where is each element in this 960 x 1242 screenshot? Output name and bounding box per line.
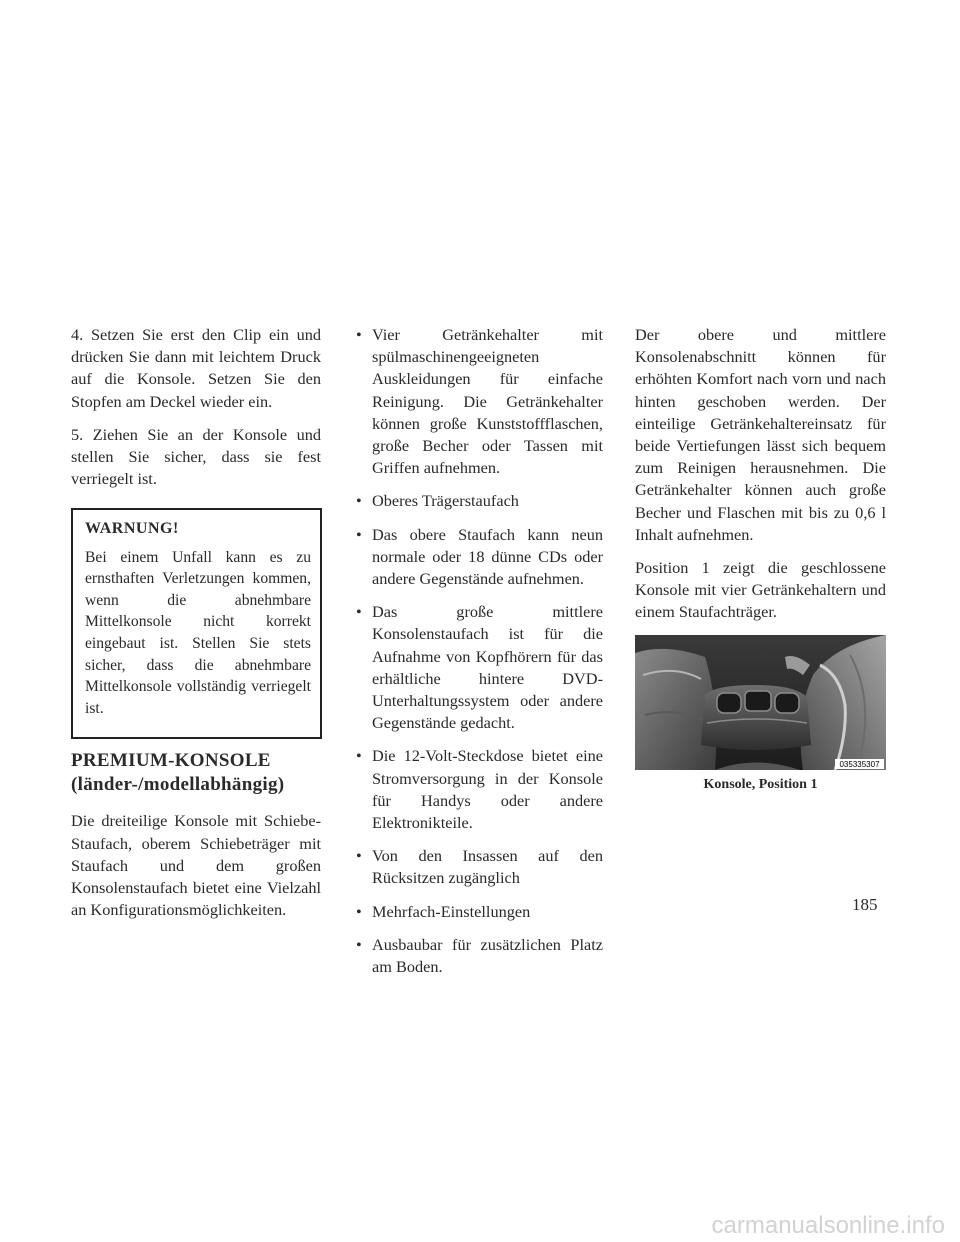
- list-item: • Die 12-Volt-Steckdose bietet eine Stromversorgung in der Konsole für Handys oder andere Elektronikteile.: [354, 745, 603, 834]
- feature-list: [354, 324, 603, 978]
- intro-text: Die dreiteilige Konsole mit Schiebe-Staufach, oberem Schiebeträger mit Staufach und dem großen Konsolenstaufach bietet eine Vielzahl an Konfigurationsmöglichkeiten.: [71, 811, 321, 920]
- console-description: Der obere und mittlere Konsolenabschnitt können für erhöhten Komfort nach vorn und nach hinten geschoben werden. Der einteilige Getränkehaltereinsatz für beide Vertiefungen lässt sich bequem zum Reinigen herausnehmen. Die Getränkehalter können auch große Becher und Flaschen mit bis zu 0,6 l Inhalt aufnehmen.: [635, 325, 886, 544]
- step-4-text: 4. Setzen Sie erst den Clip ein und drücken Sie dann mit leichtem Druck auf die Konsole. Setzen Sie den Stopfen am Deckel wieder ein.: [71, 325, 321, 411]
- console-photo-illustration: [635, 635, 886, 770]
- list-item: • Das große mittlere Konsolenstaufach ist für die Aufnahme von Kopfhörern für das erhältliche hintere DVD-Unterhaltungssystem oder andere Gegenstände gedacht.: [354, 601, 603, 734]
- console-photo: [635, 635, 886, 770]
- figure-caption: Konsole, Position 1: [703, 776, 818, 792]
- page-number: 185: [852, 895, 878, 914]
- warning-text: Bei einem Unfall kann es zu ernsthaften Verletzungen kommen, wenn die abnehmbare Mittelkonsole nicht korrekt eingebaut ist. Stellen Sie stets sicher, dass die abnehmbare Mittelkonsole vollständig verriegelt ist.: [85, 548, 311, 717]
- position-description: Position 1 zeigt die geschlossene Konsole mit vier Getränkehaltern und einem Staufachträger.: [635, 558, 886, 622]
- list-item: • Von den Insassen auf den Rücksitzen zugänglich: [354, 845, 603, 889]
- section-heading: [71, 749, 321, 797]
- list-item: • Das obere Staufach kann neun normale oder 18 dünne CDs oder andere Gegenstände aufnehmen.: [354, 524, 603, 591]
- list-item: • Mehrfach-Einstellungen: [354, 901, 603, 923]
- list-item: • Ausbaubar für zusätzlichen Platz am Boden.: [354, 934, 603, 978]
- section-heading-line1: PREMIUM-KONSOLE: [71, 750, 271, 772]
- column-middle: [354, 324, 603, 989]
- list-item: • Oberes Trägerstaufach: [354, 490, 603, 512]
- list-item: • Vier Getränkehalter mit spülmaschinengeeigneten Auskleidungen für einfache Reinigung. Die Getränkehalter können große Kunststoffflaschen, große Becher oder Tassen mit Griffen aufnehmen.: [354, 324, 603, 479]
- column-right: [635, 324, 886, 796]
- photo-code: 035335307: [839, 759, 880, 769]
- warning-title: WARNUNG!: [85, 520, 179, 538]
- watermark: carmanualsonline.info: [711, 1212, 945, 1239]
- section-heading-line2: (länder-/modellabhängig): [71, 774, 285, 796]
- step-5-text: 5. Ziehen Sie an der Konsole und stellen Sie sicher, dass sie fest verriegelt ist.: [71, 424, 321, 489]
- warning-box: [71, 508, 322, 739]
- column-left: [71, 324, 321, 932]
